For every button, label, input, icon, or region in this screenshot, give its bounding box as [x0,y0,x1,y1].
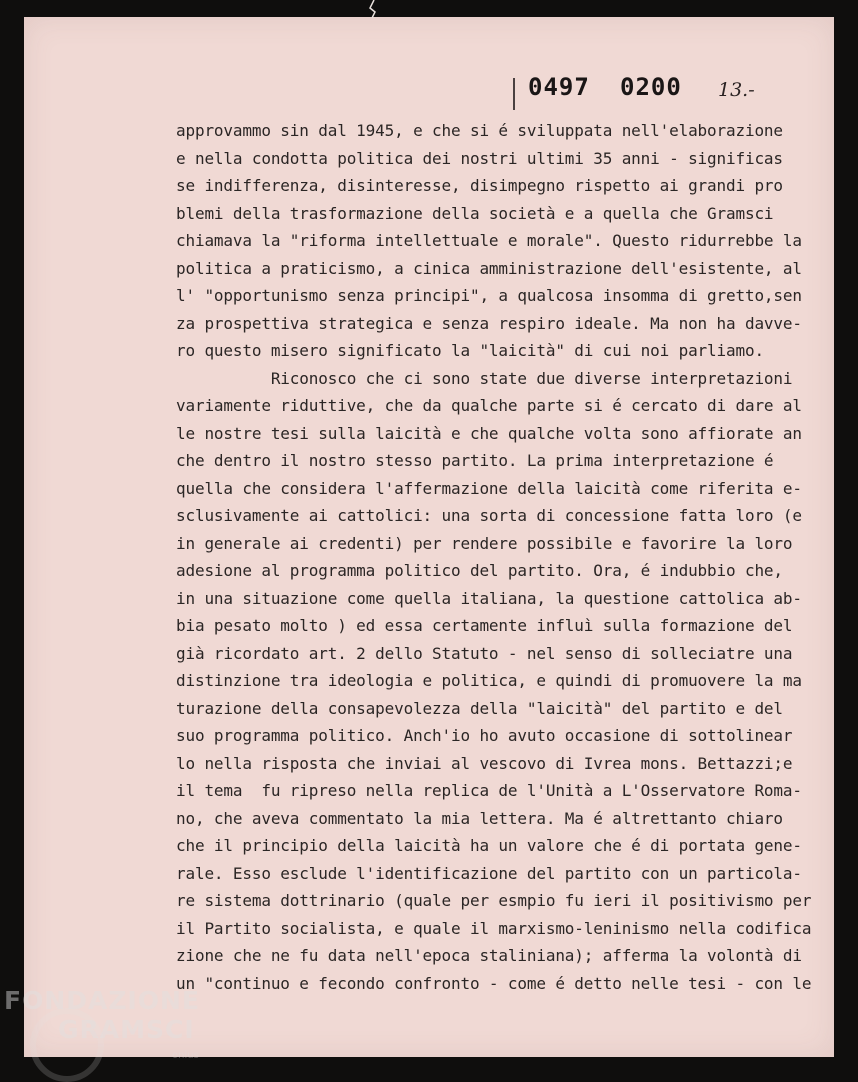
text-line: zione che ne fu data nell'epoca staliniana); afferma la volontà di [176,946,802,965]
text-line: politica a praticismo, a cinica amministrazione dell'esistente, al [176,258,802,278]
text-line: distinzione tra ideologia e politica, e quindi di promuovere la ma [176,671,802,690]
text-line: l' "opportunismo senza principi", a qualcosa insomma di gretto,sen [176,286,802,305]
watermark-sub: onlus [172,1050,199,1061]
text-line: za prospettiva strategica e senza respiro ideale. Ma non ha davve- [176,313,802,333]
text-line: il Partito socialista, e quale il marxismo-leninismo nella codifica [176,918,812,938]
handwritten-page-number: 13.- [718,79,755,101]
text-line: il tema fu ripreso nella replica de l'Unità a L'Osservatore Roma- [176,781,802,800]
text-line: in una situazione come quella italiana, la questione cattolica ab- [176,588,802,608]
stamp-tick-mark [513,78,515,110]
text-line: chiamava la "riforma intellettuale e morale". Questo ridurrebbe la [176,231,802,250]
text-line: lo nella risposta che inviai al vescovo di Ivrea mons. Bettazzi;e [176,753,793,773]
text-line: suo programma politico. Anch'io ho avuto occasione di sottolinear [176,726,793,745]
text-line: bia pesato molto ) ed essa certamente influì sulla formazione del [176,616,793,635]
watermark-line-1: FONDAZIONE [4,986,201,1015]
text-line: in generale ai credenti) per rendere possibile e favorire la loro [176,533,793,553]
text-line: blemi della trasformazione della società e a quella che Gramsci [176,203,774,223]
text-line: quella che considera l'affermazione della laicità come riferita e- [176,478,802,498]
text-line: che dentro il nostro stesso partito. La prima interpretazione é [176,451,774,470]
text-line: turazione della consapevolezza della "laicità" del partito e del [176,698,783,718]
text-line: un "continuo e fecondo confronto - come é detto nelle tesi - con le [176,973,812,993]
text-line: rale. Esso esclude l'identificazione del partito con un particola- [176,863,802,883]
text-line: se indifferenza, disinteresse, disimpegno rispetto ai grandi pro [176,176,783,195]
text-line: Riconosco che ci sono state due diverse interpretazioni [176,368,793,388]
text-line: e nella condotta politica dei nostri ultimi 35 anni - significas [176,148,783,168]
text-line: già ricordato art. 2 dello Statuto - nel senso di solleciatre una [176,643,793,663]
text-line: re sistema dottrinario (quale per esmpio fu ieri il positivismo per [176,891,812,910]
text-line: approvammo sin dal 1945, e che si é sviluppata nell'elaborazione [176,121,783,140]
text-line: che il principio della laicità ha un valore che é di portata gene- [176,836,802,855]
text-line: adesione al programma politico del partito. Ora, é indubbio che, [176,561,783,580]
watermark-line-2: GRAMSCI [58,1015,195,1044]
text-line: no, che aveva commentato la mia lettera. Ma é altrettanto chiaro [176,808,783,828]
text-line: ro questo misero significato la "laicità" di cui noi parliamo. [176,341,764,360]
archive-stamp-number-left: 0497 [528,73,590,101]
text-line: sclusivamente ai cattolici: una sorta di concessione fatta loro (e [176,506,802,525]
paper-clip-mark [366,0,380,18]
typewritten-text-body [176,117,816,997]
archive-stamp-number-right: 0200 [620,73,682,101]
text-line: le nostre tesi sulla laicità e che qualche volta sono affiorate an [176,423,802,443]
text-line: variamente riduttive, che da qualche parte si é cercato di dare al [176,396,802,415]
